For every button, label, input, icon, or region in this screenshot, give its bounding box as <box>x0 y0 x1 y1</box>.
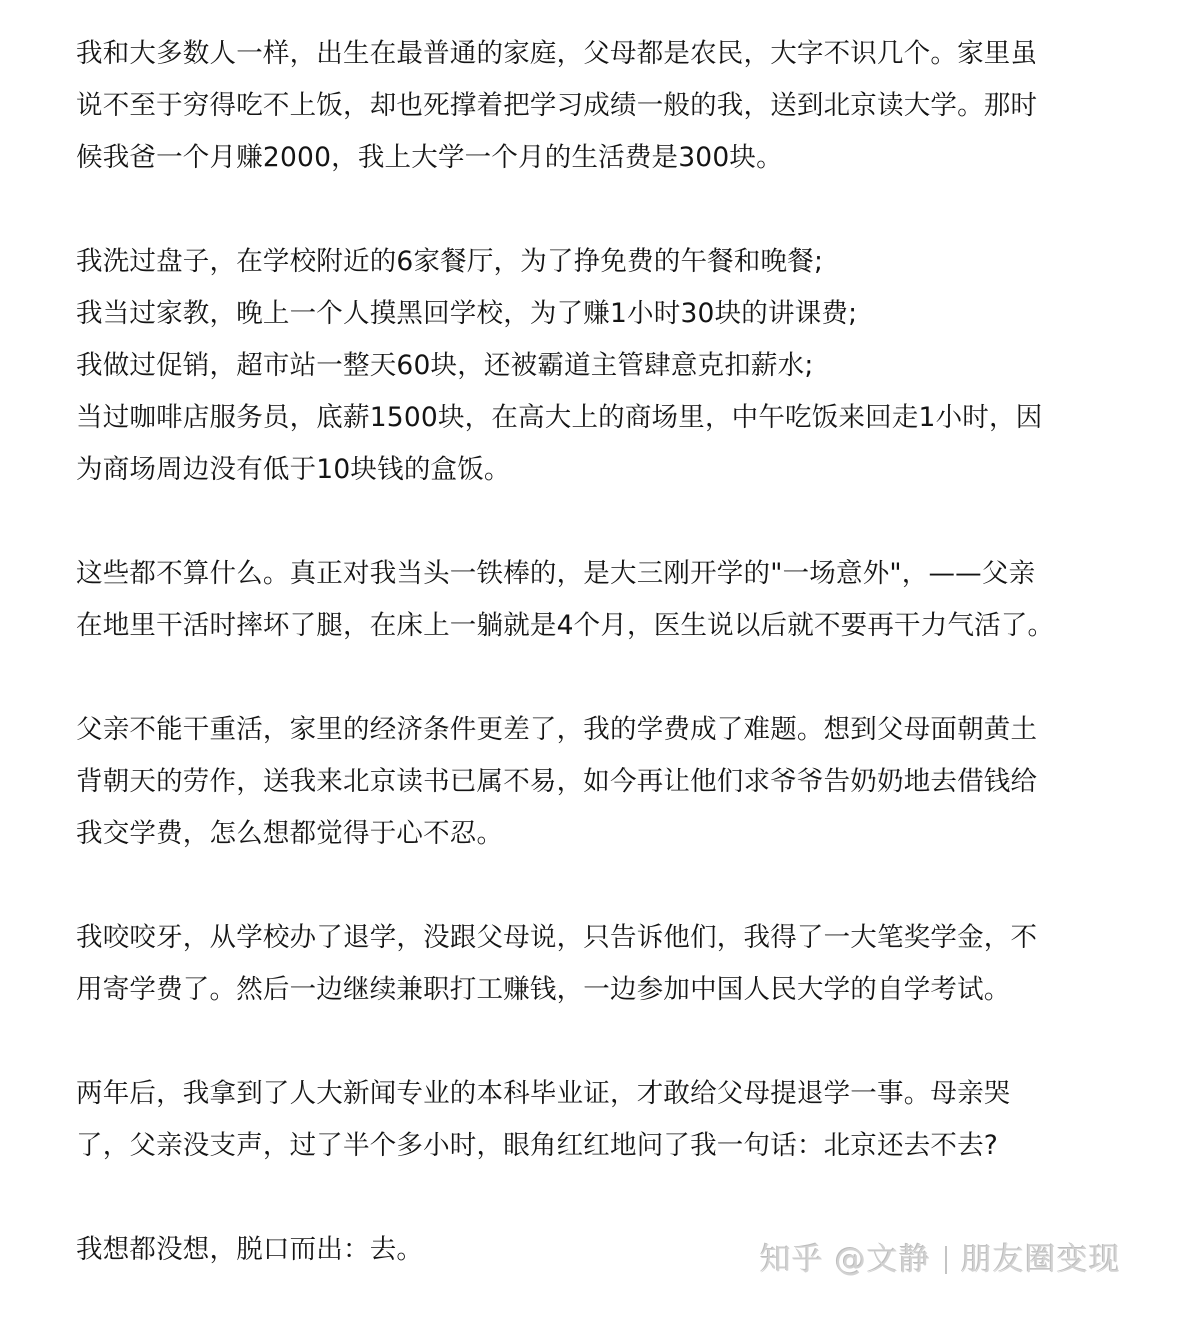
text-line: 父亲不能干重活，家里的经济条件更差了，我的学费成了难题。想到父母面朝黄土 <box>76 714 1038 745</box>
watermark-divider <box>945 1246 947 1274</box>
text-line: 我想都没想，脱口而出：去。 <box>76 1234 424 1265</box>
text-line: 我当过家教，晚上一个人摸黑回学校，为了赚1小时30块的讲课费; <box>76 298 858 329</box>
text-line: 我交学费，怎么想都觉得于心不忍。 <box>76 818 504 849</box>
paragraph-tuition-problem <box>76 704 1106 860</box>
text-line: 我和大多数人一样，出生在最普通的家庭，父母都是农民，大字不识几个。家里虽 <box>76 38 1038 69</box>
text-line: 我洗过盘子，在学校附近的6家餐厅，为了挣免费的午餐和晚餐; <box>76 246 824 277</box>
paragraph-two-years-later <box>76 1068 1106 1172</box>
text-line: 候我爸一个月赚2000，我上大学一个月的生活费是300块。 <box>76 142 783 173</box>
watermark <box>760 1240 1121 1280</box>
text-line: 我做过促销，超市站一整天60块，还被霸道主管肆意克扣薪水; <box>76 350 814 381</box>
text-line: 用寄学费了。然后一边继续兼职打工赚钱，一边参加中国人民大学的自学考试。 <box>76 974 1011 1005</box>
paragraph-dropout <box>76 912 1106 1016</box>
text-line: 当过咖啡店服务员，底薪1500块，在高大上的商场里，中午吃饭来回走1小时，因 <box>76 402 1043 433</box>
text-line: 这些都不算什么。真正对我当头一铁棒的，是大三刚开学的"一场意外"，——父亲 <box>76 558 1036 589</box>
text-line: 在地里干活时摔坏了腿，在床上一躺就是4个月，医生说以后就不要再干力气活了。 <box>76 610 1055 641</box>
paragraph-family-background <box>76 28 1106 184</box>
watermark-author: 知乎 @文静 <box>760 1242 931 1278</box>
text-line: 两年后，我拿到了人大新闻专业的本科毕业证，才敢给父母提退学一事。母亲哭 <box>76 1078 1011 1109</box>
text-line: 我咬咬牙，从学校办了退学，没跟父母说，只告诉他们，我得了一大笔奖学金，不 <box>76 922 1038 953</box>
watermark-column: 朋友圈变现 <box>960 1242 1121 1278</box>
text-line: 说不至于穷得吃不上饭，却也死撑着把学习成绩一般的我，送到北京读大学。那时 <box>76 90 1038 121</box>
article-body <box>76 28 1106 1328</box>
text-line: 为商场周边没有低于10块钱的盒饭。 <box>76 454 511 485</box>
text-line: 了，父亲没支声，过了半个多小时，眼角红红地问了我一句话：北京还去不去? <box>76 1130 999 1161</box>
text-line: 背朝天的劳作，送我来北京读书已属不易，如今再让他们求爷爷告奶奶地去借钱给 <box>76 766 1038 797</box>
paragraph-part-time-jobs <box>76 236 1106 496</box>
paragraph-accident <box>76 548 1106 652</box>
